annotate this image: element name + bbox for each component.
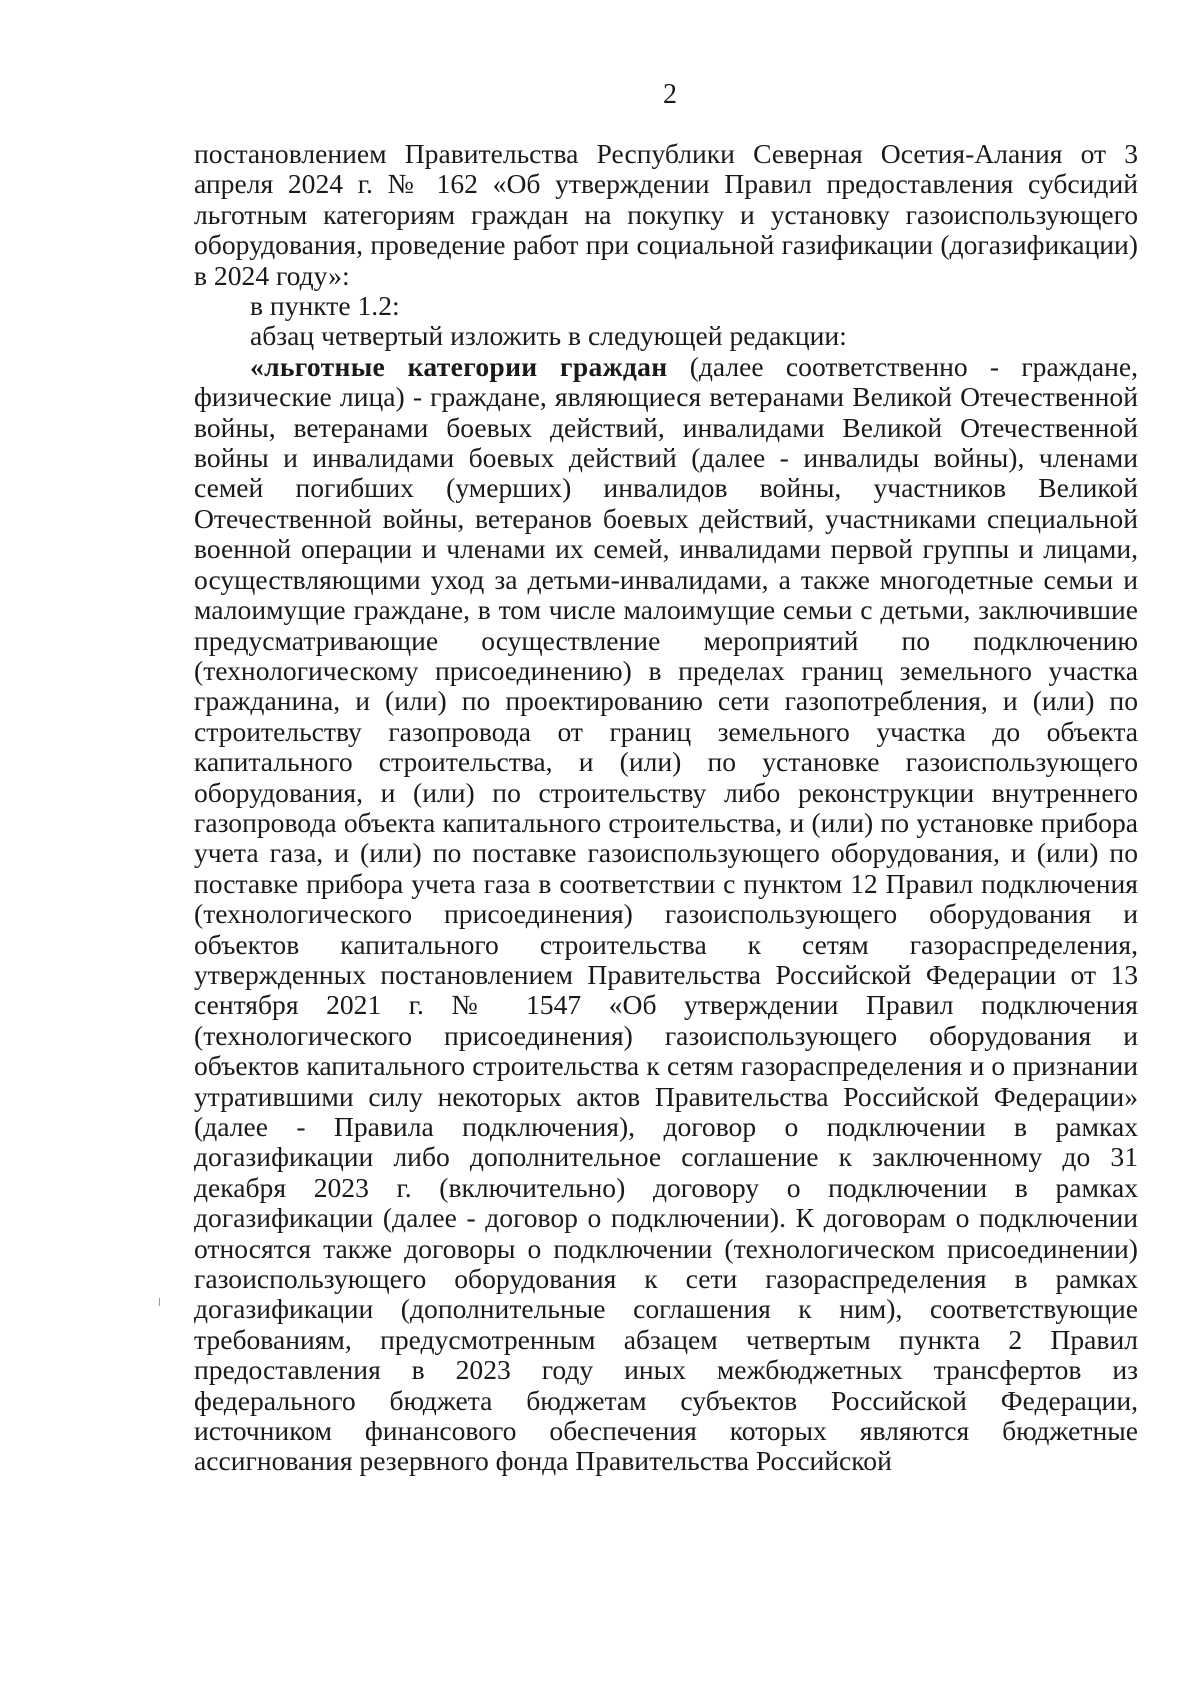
paragraph-clause-point: в пункте 1.2:	[250, 290, 400, 322]
paragraph-amendment-instruction: абзац четвертый изложить в следующей редакции:	[250, 320, 847, 352]
document-body	[194, 139, 1138, 1477]
paragraph-definition	[194, 352, 1138, 1477]
paragraph-resolution-reference: постановлением Правительства Республики Северная Осетия-Алания от 3 апреля 2024 г. № 162 «Об утверждении Правил предоставления субсидий льготным категориям граждан на покупку и установку газоиспользующего оборудования, проведение работ при социальной газификации (догазификации) в 2024 году»:	[194, 138, 1138, 291]
page-number: 2	[663, 79, 677, 110]
definition-text: (далее соответственно - граждане, физические лица) - граждане, являющиеся ветеранами Великой Отечественной войны, ветеранами боевых действий, инвалидами Великой Отечественной войны и инвалидами боевых действий (далее - инвалиды войны), членами семей погибших (умерших) инвалидов войны, участников Великой Отечественной войны, ветеранов боевых действий, участниками специальной военной операции и членами их семей, инвалидами первой группы и лицами, осуществляющими уход за детьми-инвалидами, а также многодетные семьи и малоимущие граждане, в том числе малоимущие семьи с детьми, заключившие предусматривающие осуществление мероприятий по подключению (технологическому присоединению) в пределах границ земельного участка гражданина, и (или) по проектированию сети газопотребления, и (или) по строительству газопровода от границ земельного участка до объекта капитального строительства, и (или) по установке газоиспользующего оборудования, и (или) по строительству либо реконструкции внутреннего газопровода объекта капитального строительства, и (или) по установке прибора учета газа, и (или) по поставке газоиспользующего оборудования, и (или) по поставке прибора учета газа в соответствии с пунктом 12 Правил подключения (технологического присоединения) газоиспользующего оборудования и объектов капитального строительства к сетям газораспределения, утвержденных постановлением Правительства Российской Федерации от 13 сентября 2021 г. № 1547 «Об утверждении Правил подключения (технологического присоединения) газоиспользующего оборудования и объектов капитального строительства к сетям газораспределения и о признании утратившими силу некоторых актов Правительства Российской Федерации» (далее - Правила подключения), договор о подключении в рамках догазификации либо дополнительное соглашение к заключенному до 31 декабря 2023 г. (включительно) договору о подключении в рамках догазификации (далее - договор о подключении). К договорам о подключении относятся также договоры о подключении (технологическом присоединении) газоиспользующего оборудования к сети газораспределения в рамках догазификации (дополнительные соглашения к ним), соответствующие требованиям, предусмотренным абзацем четвертым пункта 2 Правил предоставления в 2023 году иных межбюджетных трансфертов из федерального бюджета бюджетам субъектов Российской Федерации, источником финансового обеспечения которых являются бюджетные ассигнования резервного фонда Правительства Российской	[194, 350, 1138, 1477]
margin-mark	[159, 1298, 160, 1306]
defined-term: «льготные категории граждан	[250, 350, 668, 382]
